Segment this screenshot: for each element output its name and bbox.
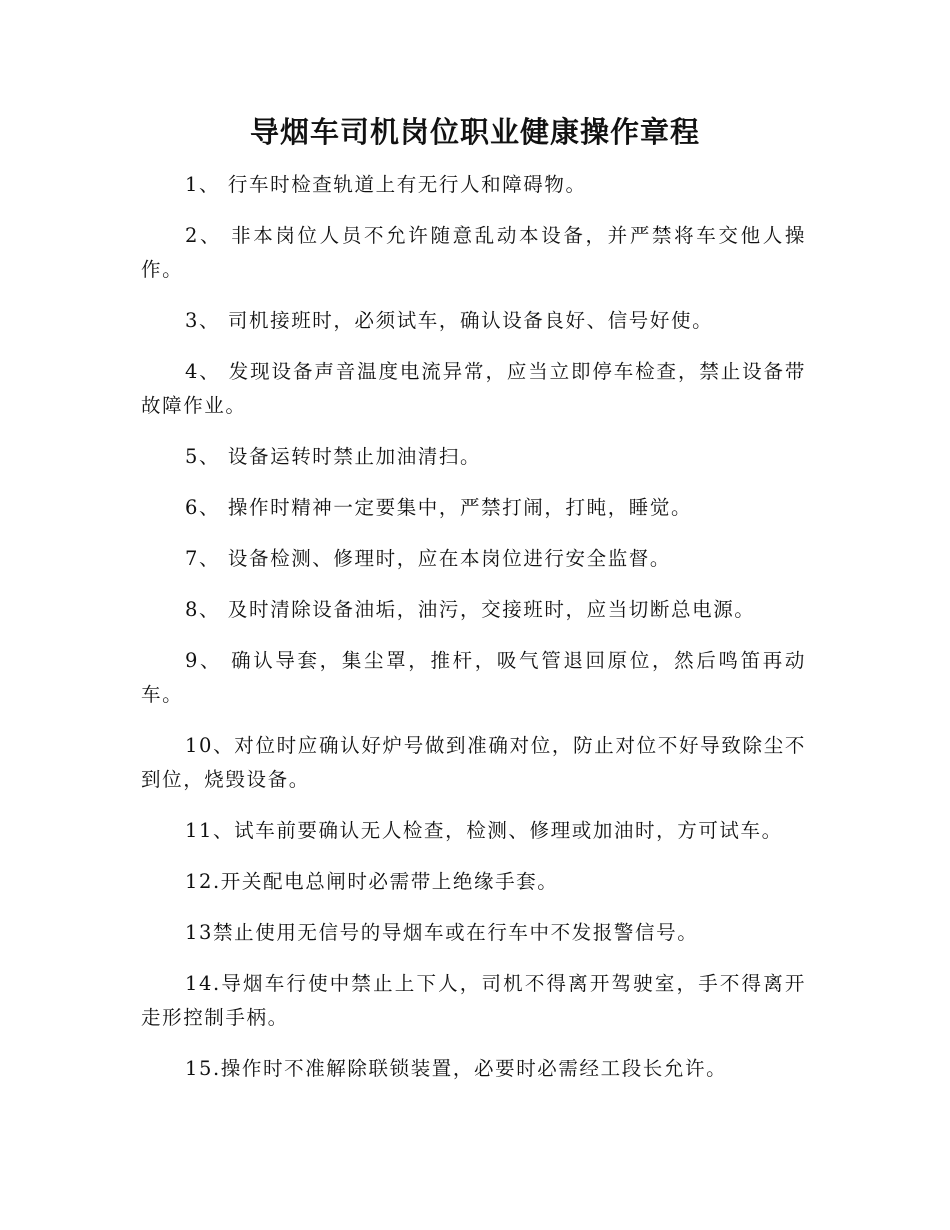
rule-item-10: 10、对位时应确认好炉号做到准确对位，防止对位不好导致除尘不到位，烧毁设备。 bbox=[141, 734, 806, 791]
document-title: 导烟车司机岗位职业健康操作章程 bbox=[249, 115, 700, 149]
rule-item-2: 2、 非本岗位人员不允许随意乱动本设备，并严禁将车交他人操作。 bbox=[141, 224, 806, 281]
rule-item-12: 12.开关配电总闸时必需带上绝缘手套。 bbox=[185, 870, 559, 893]
rule-item-6: 6、 操作时精神一定要集中，严禁打闹，打盹，睡觉。 bbox=[185, 496, 693, 519]
rules-list bbox=[141, 168, 806, 1103]
rule-item-4: 4、 发现设备声音温度电流异常，应当立即停车检查，禁止设备带故障作业。 bbox=[141, 360, 806, 417]
rule-item-7: 7、 设备检测、修理时，应在本岗位进行安全监督。 bbox=[185, 547, 672, 570]
rule-item-8: 8、 及时清除设备油垢，油污，交接班时，应当切断总电源。 bbox=[185, 598, 756, 621]
rule-item-1: 1、 行车时检查轨道上有无行人和障碍物。 bbox=[185, 173, 587, 196]
rule-item-5: 5、 设备运转时禁止加油清扫。 bbox=[185, 445, 482, 468]
rule-item-13: 13禁止使用无信号的导烟车或在行车中不发报警信号。 bbox=[185, 921, 699, 944]
rule-item-9: 9、 确认导套，集尘罩，推杆，吸气管退回原位，然后鸣笛再动车。 bbox=[141, 649, 806, 706]
rule-item-15: 15.操作时不准解除联锁装置，必要时必需经工段长允许。 bbox=[185, 1057, 728, 1080]
rule-item-11: 11、试车前要确认无人检查，检测、修理或加油时，方可试车。 bbox=[185, 819, 783, 842]
rule-item-3: 3、 司机接班时，必须试车，确认设备良好、信号好使。 bbox=[185, 309, 714, 332]
rule-item-14: 14.导烟车行使中禁止上下人，司机不得离开驾驶室，手不得离开走形控制手柄。 bbox=[141, 972, 806, 1029]
